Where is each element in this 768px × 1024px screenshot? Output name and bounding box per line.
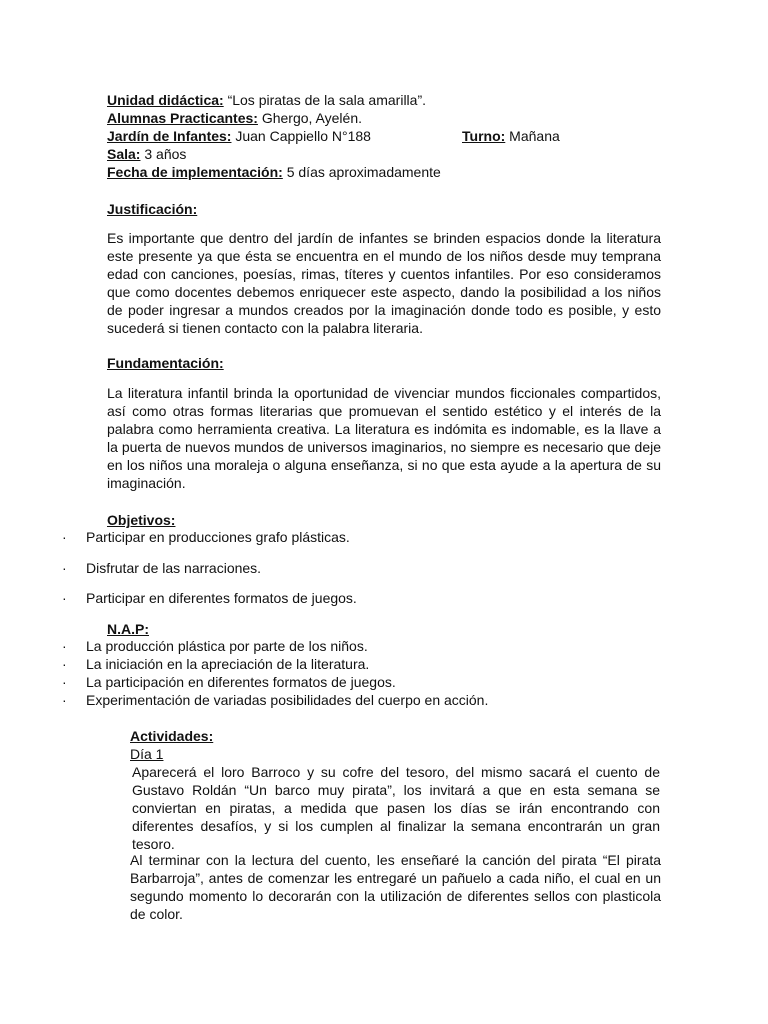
nap-item: La iniciación en la apreciación de la literatura. <box>86 656 370 672</box>
objetivo-bullet: · <box>62 590 67 606</box>
actividades-title: Actividades: <box>130 728 214 744</box>
nap-bullet: · <box>62 692 67 708</box>
nap-item: La producción plástica por parte de los niños. <box>86 638 368 654</box>
objetivo-item: Participar en producciones grafo plásticas. <box>86 529 350 545</box>
actividad-paragraph-1: Aparecerá el loro Barroco y su cofre del tesoro, del mismo sacará el cuento de Gustavo Roldán “Un barco muy pirata”, los invitará a que en esta semana se conviertan en piratas, a medida que pasen los días se irán encontrando con diferentes desafíos, y si los cumplen al finalizar la semana encontrarán un gran tesoro. <box>132 764 660 852</box>
fecha-value: 5 días aproximadamente <box>282 164 441 180</box>
dia-1-label: Día 1 <box>130 746 164 762</box>
justificacion-title: Justificación: <box>107 201 198 217</box>
alumnas-label: Alumnas Practicantes: <box>107 110 258 126</box>
objetivo-item: Participar en diferentes formatos de juegos. <box>86 590 357 606</box>
nap-bullet: · <box>62 638 67 654</box>
turno-value: Mañana <box>505 128 560 144</box>
fundamentacion-title: Fundamentación: <box>107 355 224 371</box>
objetivo-bullet: · <box>62 529 67 545</box>
objetivo-item: Disfrutar de las narraciones. <box>86 560 262 576</box>
unidad-line <box>107 91 426 109</box>
sala-value: 3 años <box>140 146 187 162</box>
nap-bullet: · <box>62 656 67 672</box>
fecha-label: Fecha de implementación: <box>107 164 283 180</box>
objetivo-bullet: · <box>62 560 67 576</box>
jardin-label: Jardín de Infantes: <box>107 128 232 144</box>
nap-item: La participación en diferentes formatos de juegos. <box>86 674 396 690</box>
nap-title: N.A.P: <box>107 621 149 637</box>
fecha-line <box>107 163 441 181</box>
justificacion-text: Es importante que dentro del jardín de infantes se brinden espacios donde la literatura este presente ya que ésta se encuentra en el mundo de los niños desde muy temprana edad con canciones, poesías, rimas, títeres y cuentos infantiles. Por eso consideramos que como docentes debemos enriquecer este aspecto, dando la posibilidad a los niños de poder ingresar a mundos creados por la imaginación donde todo es posible, y esto sucederá si tienen contacto con la palabra literaria. <box>107 230 661 336</box>
turno-label: Turno: <box>462 128 506 144</box>
alumnas-value: Ghergo, Ayelén. <box>257 110 362 126</box>
nap-item: Experimentación de variadas posibilidades del cuerpo en acción. <box>86 692 489 708</box>
alumnas-line <box>107 109 362 127</box>
unidad-value: “Los piratas de la sala amarilla”. <box>223 92 426 108</box>
jardin-line <box>107 127 371 145</box>
actividad-paragraph-2: Al terminar con la lectura del cuento, les enseñaré la canción del pirata “El pirata Barbarroja”, antes de comenzar les entregaré un pañuelo a cada niño, el cual en un segundo momento lo decorarán con la utilización de diferentes sellos con plasticola de color. <box>130 852 661 922</box>
sala-line <box>107 145 186 163</box>
turno-line <box>462 127 560 145</box>
fundamentacion-text: La literatura infantil brinda la oportunidad de vivenciar mundos ficcionales compartidos, así como otras formas literarias que promuevan el sentido estético y el interés de la palabra como herramienta creativa. La literatura es indómita es indomable, es la llave a la puerta de nuevos mundos de universos imaginarios, no siempre es necesario que deje en los niños una moraleja o alguna enseñanza, si no que esta ayude a la apertura de su imaginación. <box>107 385 661 491</box>
jardin-value: Juan Cappiello N°188 <box>231 128 371 144</box>
objetivos-title: Objetivos: <box>107 512 176 528</box>
unidad-label: Unidad didáctica: <box>107 92 224 108</box>
nap-bullet: · <box>62 674 67 690</box>
sala-label: Sala: <box>107 146 141 162</box>
